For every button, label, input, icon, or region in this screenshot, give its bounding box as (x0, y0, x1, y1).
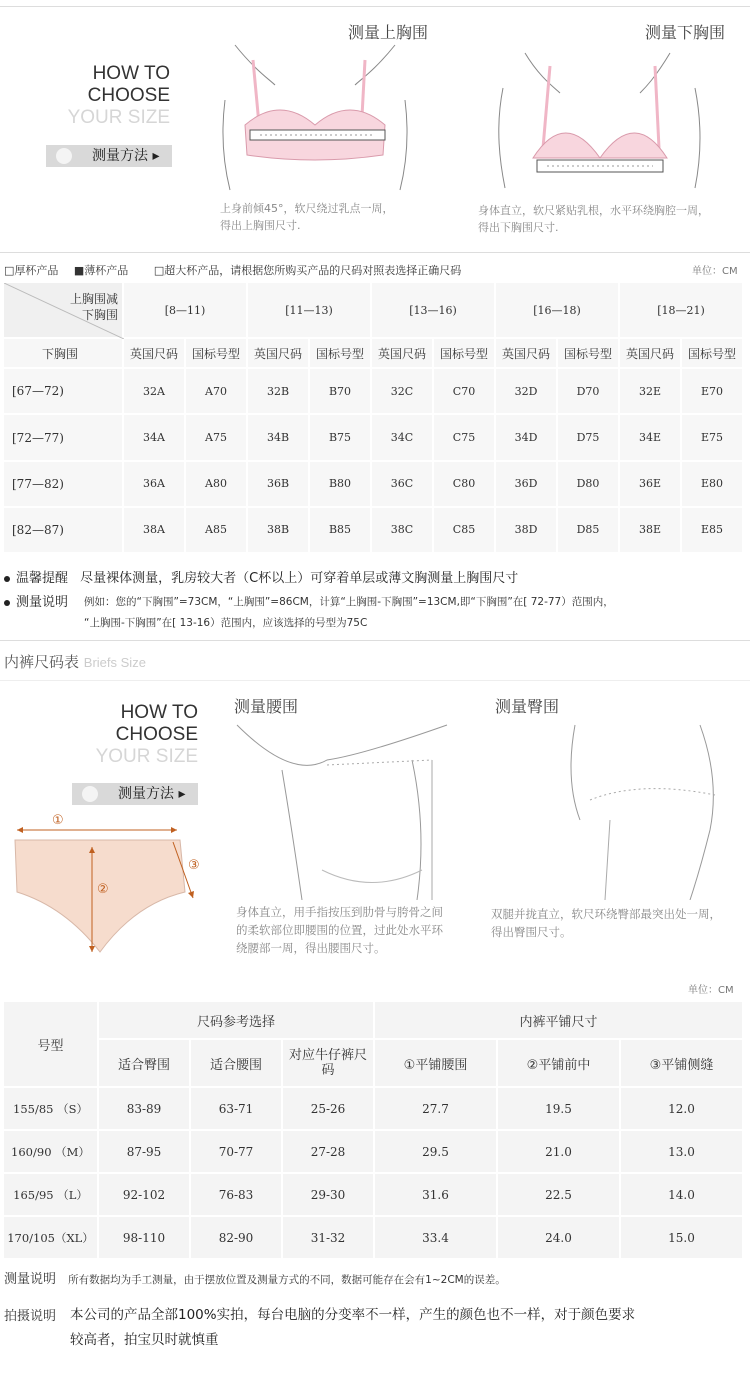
warm-tip-text: 尽量裸体测量，乳房较大者（C杯以上）可穿着单层或薄文胸测量上胸围尺寸 (80, 571, 519, 586)
measure-cell: 21.0 (497, 1130, 620, 1173)
footer-photo-line2: 较高者，拍宝贝时就慎重 (70, 1332, 219, 1348)
footer-photo-line1: 本公司的产品全部100%实拍，每台电脑的分变率不一样，产生的颜色也不一样，对于颜色要求 (70, 1307, 636, 1323)
intl-size-header: 国标号型 (557, 338, 619, 368)
briefs-size-table (2, 1000, 744, 1260)
bra-method-button[interactable] (46, 145, 172, 167)
ref-group-header: 尺码参考选择 (98, 1001, 374, 1039)
size-cell: E85 (681, 507, 743, 553)
measure-cell: 82-90 (190, 1216, 282, 1259)
upper-bust-caption: 测量上胸围 (348, 23, 429, 42)
size-label: 160/90 （M） (3, 1130, 98, 1173)
measure-cell: 70-77 (190, 1130, 282, 1173)
briefs-title (4, 651, 146, 672)
corner-top-line1: 上胸围减 (69, 292, 118, 306)
intl-size-header: 国标号型 (309, 338, 371, 368)
footer-measure-text: 所有数据均为手工测量，由于摆放位置及测量方式的不同，数据可能存在会有1~2CM的误差。 (68, 1274, 506, 1286)
legend-thick: □厚杯产品 (4, 264, 59, 277)
hip-note-line2: 得出臀围尺寸。 (491, 925, 572, 939)
measure-tip-line1: 例如：您的“下胸围”=73CM，“上胸围”=86CM，计算“上胸围-下胸围”=13CM,即“下胸围”在[ 72-77）范围内， (84, 596, 614, 608)
under-note-line1: 身体直立，软尺紧贴乳根，水平环绕胸腔一周， (478, 204, 709, 217)
size-cell: C85 (433, 507, 495, 553)
table-row (3, 461, 743, 507)
briefs-method-button[interactable] (72, 783, 198, 805)
bra-unit: 单位：CM (692, 266, 738, 277)
corner-top-line2: 下胸围 (81, 308, 118, 322)
waist-note (236, 903, 443, 957)
size-cell: 38B (247, 507, 309, 553)
uk-size-header: 英国尺码 (371, 338, 433, 368)
flat-waist-header: ①平铺腰围 (374, 1039, 497, 1087)
measure-tip-label: 测量说明 (16, 595, 69, 610)
row-label: [77—82) (3, 461, 123, 507)
table-row (3, 507, 743, 553)
size-label: 170/105（XL） (3, 1216, 98, 1259)
howto-line3: YOUR SIZE (67, 107, 170, 128)
footer-photo-label: 拍摄说明 (4, 1309, 57, 1324)
method-button-label: 测量方法 ▸ (118, 786, 186, 802)
measure-cell: 19.5 (497, 1087, 620, 1130)
size-cell: 34A (123, 414, 185, 460)
measure-cell: 29.5 (374, 1130, 497, 1173)
size-col-header: 号型 (3, 1001, 98, 1087)
measure-cell: 29-30 (282, 1173, 374, 1216)
size-cell: E80 (681, 461, 743, 507)
measure-cell: 13.0 (620, 1130, 743, 1173)
size-cell: B70 (309, 368, 371, 414)
size-cell: 34D (495, 414, 557, 460)
group-header: [16—18) (495, 282, 619, 338)
hip-illustration (560, 720, 725, 900)
briefs-unit: 单位：CM (688, 985, 734, 996)
size-cell: 36E (619, 461, 681, 507)
table-row (3, 1173, 743, 1216)
size-cell: B85 (309, 507, 371, 553)
measure-tip-text (84, 592, 614, 634)
size-cell: A75 (185, 414, 247, 460)
upper-bust-note (220, 200, 394, 234)
ruler-icon (82, 786, 98, 802)
size-cell: A85 (185, 507, 247, 553)
mark-side: ③ (188, 858, 200, 873)
upper-bust-illustration (215, 40, 415, 195)
table-row (3, 1216, 743, 1259)
measure-tip-line2: “上胸围-下胸围”在[ 13-16）范围内，应该选择的号型为75C (84, 617, 368, 629)
size-cell: D75 (557, 414, 619, 460)
size-label: 165/95 （L） (3, 1173, 98, 1216)
section-divider-2 (0, 640, 750, 641)
footer-photo-text (70, 1303, 635, 1353)
size-cell: A70 (185, 368, 247, 414)
uk-size-header: 英国尺码 (123, 338, 185, 368)
hip-caption: 测量臀围 (495, 697, 560, 716)
section-divider-3 (0, 680, 750, 681)
legend-thin: ■薄杯产品 (73, 264, 129, 277)
size-cell: 36C (371, 461, 433, 507)
size-cell: D70 (557, 368, 619, 414)
size-cell: 32B (247, 368, 309, 414)
size-cell: 32D (495, 368, 557, 414)
size-cell: 38D (495, 507, 557, 553)
measure-cell: 33.4 (374, 1216, 497, 1259)
measure-cell: 27.7 (374, 1087, 497, 1130)
measure-cell: 31-32 (282, 1216, 374, 1259)
measure-cell: 92-102 (98, 1173, 190, 1216)
group-header: [13—16) (371, 282, 495, 338)
uk-size-header: 英国尺码 (247, 338, 309, 368)
hip-note-line1: 双腿并拢直立，软尺环绕臀部最突出处一周， (491, 907, 721, 921)
corner-header (3, 282, 123, 338)
briefs-title-cn: 内裤尺码表 (4, 653, 80, 671)
footer-measure-label: 测量说明 (4, 1272, 57, 1287)
table-row (3, 368, 743, 414)
measure-tip (4, 591, 68, 610)
under-note-line2: 得出下胸围尺寸. (478, 221, 559, 234)
waist-note-line3: 绕腰部一周，得出腰围尺寸。 (236, 941, 386, 955)
bra-howto (40, 63, 170, 129)
measure-cell: 83-89 (98, 1087, 190, 1130)
measure-cell: 27-28 (282, 1130, 374, 1173)
briefs-title-en: Briefs Size (83, 655, 146, 670)
size-cell: 34C (371, 414, 433, 460)
measure-cell: 12.0 (620, 1087, 743, 1130)
ruler-icon (56, 148, 72, 164)
size-cell: 38C (371, 507, 433, 553)
group-header: [11—13) (247, 282, 371, 338)
table-row (3, 1087, 743, 1130)
upper-note-line1: 上身前倾45°，软尺绕过乳点一周， (220, 202, 394, 215)
size-cell: B80 (309, 461, 371, 507)
mark-waist: ① (52, 813, 64, 828)
legend-super: □超大杯产品，请根据您所购买产品的尺码对照表选择正确尺码 (153, 264, 462, 277)
jeans-header: 对应牛仔裤尺码 (282, 1039, 374, 1087)
measure-cell: 98-110 (98, 1216, 190, 1259)
waist-note-line1: 身体直立，用手指按压到肋骨与胯骨之间 (236, 905, 443, 919)
measure-cell: 24.0 (497, 1216, 620, 1259)
briefs-howto (68, 702, 198, 768)
under-bust-illustration (495, 48, 705, 193)
measure-cell: 63-71 (190, 1087, 282, 1130)
size-cell: 32E (619, 368, 681, 414)
measure-cell: 15.0 (620, 1216, 743, 1259)
group-header: [8—11) (123, 282, 247, 338)
size-cell: B75 (309, 414, 371, 460)
flat-front-header: ②平铺前中 (497, 1039, 620, 1087)
measure-cell: 25-26 (282, 1087, 374, 1130)
bra-size-table (2, 281, 744, 554)
mark-front: ② (97, 882, 109, 897)
under-bust-caption: 测量下胸围 (645, 23, 726, 42)
section-divider-1 (0, 252, 750, 253)
size-cell: 34B (247, 414, 309, 460)
row-label: [67—72) (3, 368, 123, 414)
table-row (3, 1130, 743, 1173)
size-cell: C80 (433, 461, 495, 507)
measure-cell: 76-83 (190, 1173, 282, 1216)
hip-note (491, 905, 721, 941)
group-header: [18—21) (619, 282, 743, 338)
waist-header: 适合腰围 (190, 1039, 282, 1087)
under-bust-note (478, 202, 709, 236)
measure-cell: 22.5 (497, 1173, 620, 1216)
hip-header: 适合臀围 (98, 1039, 190, 1087)
size-cell: 36D (495, 461, 557, 507)
row-label: [72—77) (3, 414, 123, 460)
howto-line1: HOW TO (120, 702, 198, 723)
size-cell: 34E (619, 414, 681, 460)
flat-side-header: ③平铺侧缝 (620, 1039, 743, 1087)
intl-size-header: 国标号型 (185, 338, 247, 368)
table-row (3, 414, 743, 460)
measure-cell: 14.0 (620, 1173, 743, 1216)
cup-legend (4, 262, 461, 278)
size-cell: 32A (123, 368, 185, 414)
measure-cell: 31.6 (374, 1173, 497, 1216)
upper-note-line2: 得出上胸围尺寸. (220, 219, 301, 232)
size-label: 155/85 （S） (3, 1087, 98, 1130)
size-cell: 32C (371, 368, 433, 414)
footer-measure-note (4, 1268, 506, 1287)
warm-tip (4, 567, 518, 586)
uk-size-header: 英国尺码 (619, 338, 681, 368)
method-button-label: 测量方法 ▸ (92, 148, 160, 164)
howto-line3: YOUR SIZE (95, 746, 198, 767)
waist-illustration (232, 720, 472, 900)
intl-size-header: 国标号型 (681, 338, 743, 368)
row-label: [82—87) (3, 507, 123, 553)
size-cell: D85 (557, 507, 619, 553)
size-cell: E70 (681, 368, 743, 414)
size-cell: 36B (247, 461, 309, 507)
top-divider (0, 6, 750, 7)
howto-line1: HOW TO (92, 63, 170, 84)
size-cell: 38A (123, 507, 185, 553)
flat-group-header: 内裤平铺尺寸 (374, 1001, 743, 1039)
bullet-dot (4, 576, 10, 582)
waist-note-line2: 的柔软部位即腰围的位置，过此处水平环 (236, 923, 443, 937)
bullet-dot (4, 600, 10, 606)
size-cell: 38E (619, 507, 681, 553)
measure-cell: 87-95 (98, 1130, 190, 1173)
size-cell: D80 (557, 461, 619, 507)
waist-caption: 测量腰围 (234, 697, 299, 716)
size-cell: C70 (433, 368, 495, 414)
uk-size-header: 英国尺码 (495, 338, 557, 368)
howto-line2: CHOOSE (87, 85, 170, 106)
howto-line2: CHOOSE (115, 724, 198, 745)
warm-tip-label: 温馨提醒 (16, 571, 69, 586)
size-cell: 36A (123, 461, 185, 507)
intl-size-header: 国标号型 (433, 338, 495, 368)
size-cell: E75 (681, 414, 743, 460)
size-cell: C75 (433, 414, 495, 460)
size-cell: A80 (185, 461, 247, 507)
under-bust-header: 下胸围 (3, 338, 123, 368)
